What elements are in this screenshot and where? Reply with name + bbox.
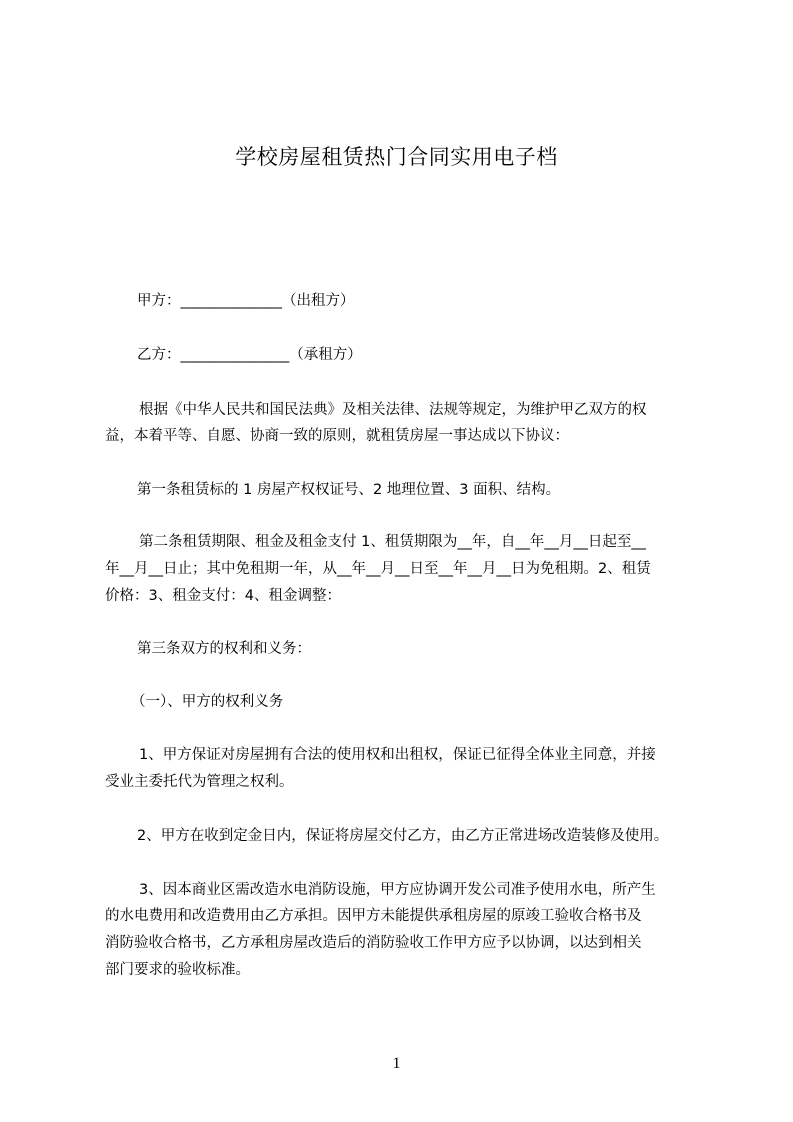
item-1-line-1: 1、甲方保证对房屋拥有合法的使用权和出租权，保证已征得全体业主同意，并接 xyxy=(139,747,656,763)
item-3-line-1: 3、因本商业区需改造水电消防设施，甲方应协调开发公司准予使用水电，所产生 xyxy=(139,882,656,898)
section-party-a-rights: （一）、甲方的权利义务 xyxy=(131,694,284,710)
article-1: 第一条租赁标的 1 房屋产权权证号、2 地理位置、3 面积、结构。 xyxy=(137,482,561,498)
article-2-line-3: 价格：3、租金支付：4、租金调整： xyxy=(105,588,341,604)
article-2-line-2: 年__月__日止；其中免租期一年，从__年__月__日至__年__月__日为免租期。2、租赁 xyxy=(105,561,651,577)
item-1-line-2: 受业主委托代为管理之权利。 xyxy=(105,774,294,790)
party-b-line: 乙方：_______________（承租方） xyxy=(137,347,362,363)
item-3-line-4: 部门要求的验收标准。 xyxy=(105,962,250,978)
article-3: 第三条双方的权利和义务： xyxy=(137,641,311,657)
party-a-line: 甲方：______________（出租方） xyxy=(137,293,355,309)
page-number: 1 xyxy=(392,1055,401,1072)
preamble-line-2: 益，本着平等、自愿、协商一致的原则，就租赁房屋一事达成以下协议： xyxy=(105,428,569,444)
preamble-line-1: 根据《中华人民共和国民法典》及相关法律、法规等规定，为维护甲乙双方的权 xyxy=(139,402,647,418)
article-2-line-1: 第二条租赁期限、租金及租金支付 1、租赁期限为__年，自__年__月__日起至__ xyxy=(139,534,646,550)
item-2: 2、甲方在收到定金日内，保证将房屋交付乙方，由乙方正常进场改造装修及使用。 xyxy=(137,828,669,844)
item-3-line-2: 的水电费用和改造费用由乙方承担。因甲方未能提供承租房屋的原竣工验收合格书及 xyxy=(105,908,642,924)
document-title: 学校房屋租赁热门合同实用电子档 xyxy=(235,145,558,169)
item-3-line-3: 消防验收合格书，乙方承租房屋改造后的消防验收工作甲方应予以协调，以达到相关 xyxy=(105,935,642,951)
